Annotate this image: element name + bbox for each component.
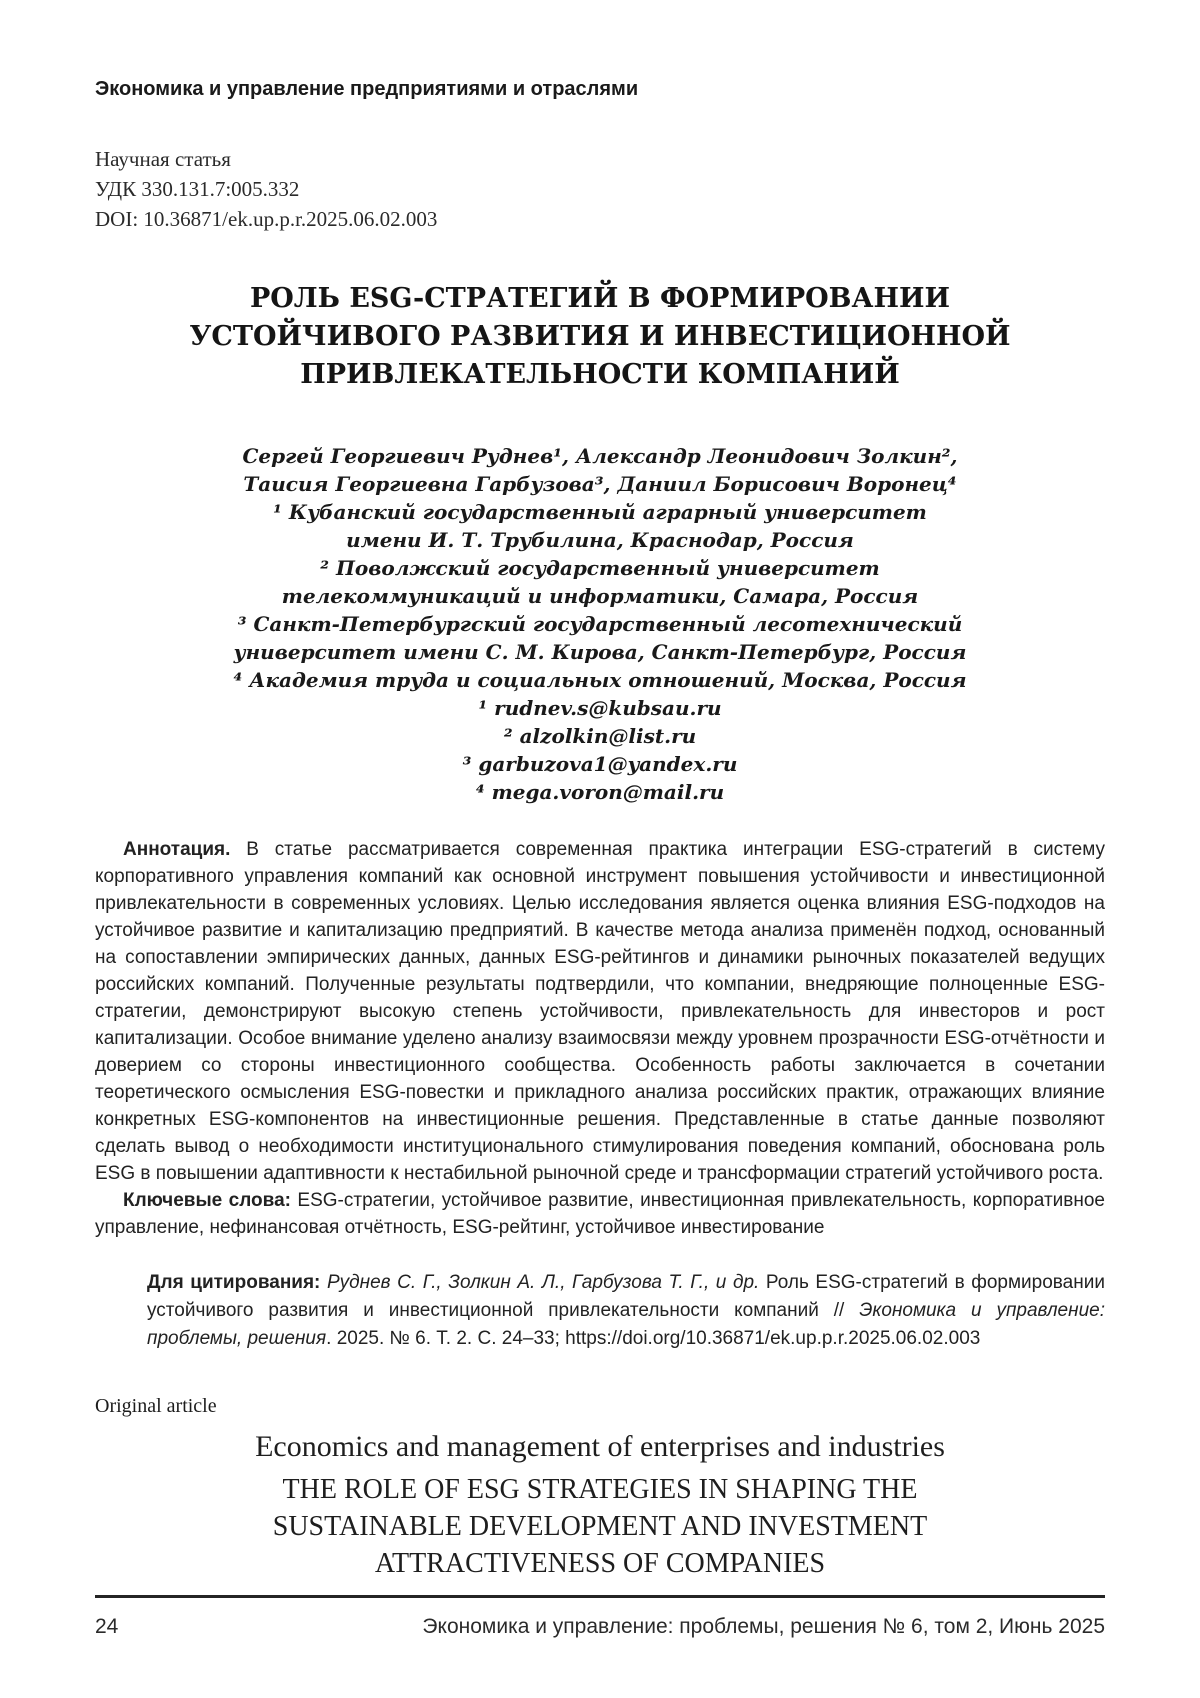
- citation-authors: Руднев С. Г., Золкин А. Л., Гарбузова Т. Г., и др.: [320, 1272, 760, 1293]
- author-email: ³ garbuzova1@yandex.ru: [462, 752, 738, 776]
- article-type: Научная статья: [95, 147, 231, 171]
- page-number: 24: [95, 1615, 119, 1638]
- affiliation-line: телекоммуникаций и информатики, Самара, Россия: [281, 584, 919, 608]
- section-rubric-ru: Экономика и управление предприятиями и отраслями: [95, 78, 639, 100]
- journal-issue-line: Экономика и управление: проблемы, решения № 6, том 2, Июнь 2025: [422, 1615, 1105, 1638]
- authors-line: Таисия Георгиевна Гарбузова³, Даниил Борисович Воронец⁴: [243, 472, 957, 496]
- affiliation-line: ³ Санкт-Петербургский государственный лесотехнический: [237, 612, 963, 636]
- title-en-line-1: THE ROLE OF ESG STRATEGIES IN SHAPING THE: [282, 1474, 918, 1505]
- title-ru-line-1: РОЛЬ ESG-СТРАТЕГИЙ В ФОРМИРОВАНИИ: [249, 283, 951, 314]
- article-title-en: [95, 1471, 1105, 1582]
- article-meta: [95, 144, 1105, 234]
- title-ru-line-2: УСТОЙЧИВОГО РАЗВИТИЯ И ИНВЕСТИЦИОННОЙ: [189, 321, 1011, 352]
- affiliation-line: имени И. Т. Трубилина, Краснодар, Россия: [346, 528, 854, 552]
- author-email: ¹ rudnev.s@kubsau.ru: [478, 696, 722, 720]
- abstract-text: В статье рассматривается современная практика интеграции ESG-стратегий в систему корпоративного управления компаний как основной инструмент повышения устойчивости и инвестиционной привлекательности в современных условиях. Целью исследования является оценка влияния ESG-подходов на устойчивое развитие и капитализацию предприятий. В качестве метода анализа применён подход, основанный на сопоставлении эмпирических данных, данных ESG-рейтингов и динамики рыночных показателей ведущих российских компаний. Полученные результаты подтвердили, что компании, внедряющие полноценные ESG-стратегии, демонстрируют высокую степень устойчивости, привлекательность для инвесторов и рост капитализации. Особое внимание уделено анализу взаимосвязи между уровнем прозрачности ESG-отчётности и доверием со стороны инвестиционного сообщества. Особенность работы заключается в сочетании теоретического осмысления ESG-повестки и прикладного анализа российских практик, отражающих влияние конкретных ESG-компонентов на инвестиционные решения. Представленные в статье данные позволяют сделать вывод о необходимости институционального стимулирования поведения компаний, обоснована роль ESG в повышении адаптивности к нестабильной рыночной среде и трансформации стратегий устойчивого роста.: [95, 839, 1105, 1184]
- affiliation-line: университет имени С. М. Кирова, Санкт-Петербург, Россия: [233, 640, 967, 664]
- original-article-label: Original article: [95, 1395, 217, 1417]
- citation-issue-doi: . 2025. № 6. Т. 2. С. 24–33; https://doi.org/10.36871/ek.up.p.r.2025.06.02.003: [326, 1328, 981, 1349]
- citation-label: Для цитирования:: [147, 1272, 321, 1293]
- title-en-line-2: SUSTAINABLE DEVELOPMENT AND INVESTMENT: [272, 1511, 928, 1542]
- keywords-text: ESG-стратегии, устойчивое развитие, инвестиционная привлекательность, корпоративное управление, нефинансовая отчётность, ESG-рейтинг, устойчивое инвестирование: [95, 1190, 1105, 1238]
- doi-line: DOI: 10.36871/ek.up.p.r.2025.06.02.003: [95, 207, 438, 231]
- footer-row: [95, 1613, 1105, 1640]
- authors-affiliations: [95, 442, 1105, 806]
- footer-divider: [95, 1595, 1105, 1598]
- affiliation-line: ⁴ Академия труда и социальных отношений, Москва, Россия: [233, 668, 967, 692]
- udc-code: УДК 330.131.7:005.332: [95, 177, 300, 201]
- section-rubric-en: Economics and management of enterprises and industries: [255, 1430, 945, 1463]
- citation-title-text: Роль ESG-стратегий в формировании устойчивого развития и инвестиционной привлекательности компаний //: [147, 1272, 1105, 1321]
- affiliation-line: ² Поволжский государственный университет: [320, 556, 880, 580]
- author-email: ² alzolkin@list.ru: [503, 724, 697, 748]
- citation-journal-name: Экономика и управление: проблемы, решения: [147, 1300, 1105, 1349]
- keywords-paragraph: [95, 1187, 1105, 1241]
- page-footer: [95, 1595, 1105, 1640]
- citation-paragraph: [147, 1269, 1105, 1353]
- abstract-paragraph: [95, 836, 1105, 1187]
- keywords-label: Ключевые слова:: [123, 1190, 291, 1211]
- authors-line: Сергей Георгиевич Руднев¹, Александр Леонидович Золкин²,: [242, 444, 958, 468]
- title-en-line-3: ATTRACTIVENESS OF COMPANIES: [374, 1548, 826, 1579]
- affiliation-line: ¹ Кубанский государственный аграрный университет: [273, 500, 927, 524]
- article-title-ru: [95, 280, 1105, 394]
- author-email: ⁴ mega.voron@mail.ru: [475, 780, 725, 804]
- abstract-label: Аннотация.: [123, 839, 231, 860]
- title-ru-line-3: ПРИВЛЕКАТЕЛЬНОСТИ КОМПАНИЙ: [300, 359, 900, 390]
